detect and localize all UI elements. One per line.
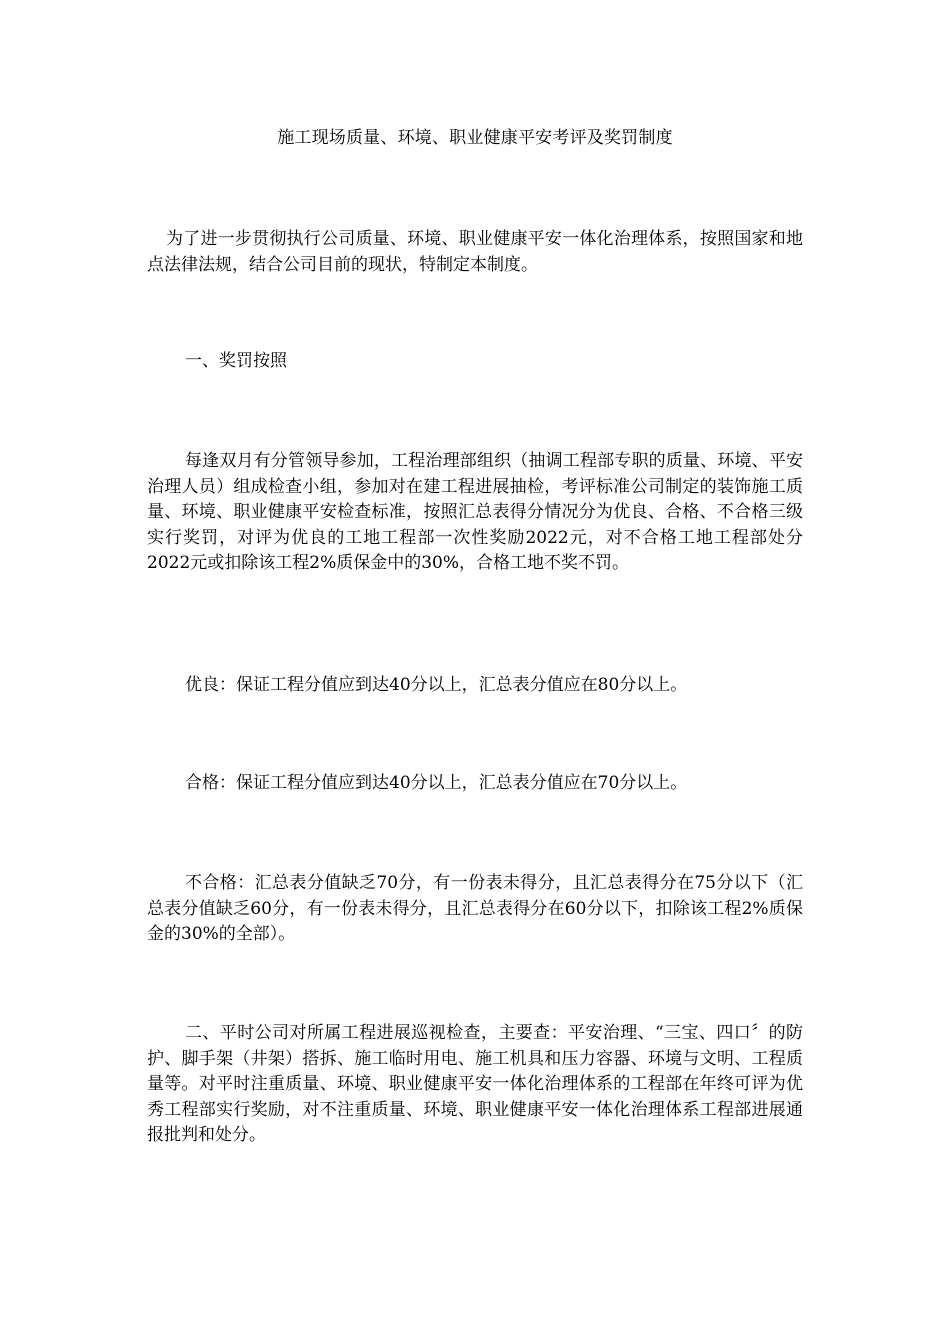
grade-fail-paragraph: 不合格：汇总表分值缺乏70分，有一份表未得分，且汇总表得分在75分以下（汇总表分值缺乏60分，有一份表未得分，且汇总表得分在60分以下，扣除该工程2%质保金的30%的全部）。 [147,873,803,944]
grade-excellent-paragraph: 优良：保证工程分值应到达40分以上，汇总表分值应在80分以上。 [185,675,688,695]
section2-body-paragraph: 二、平时公司对所属工程进展巡视检查，主要查：平安治理、“三宝、四口〞的防护、脚手架（井架）搭拆、施工临时用电、施工机具和压力容器、环境与文明、工程质量等。对平时注重质量、环境、职业健康平安一体化治理体系的工程部在年终可评为优秀工程部实行奖励，对不注重质量、环境、职业健康平安一体化治理体系工程部进展通报批判和处分。 [147,1023,803,1145]
section1-body-paragraph: 每逢双月有分管领导参加，工程治理部组织（抽调工程部专职的质量、环境、平安治理人员）组成检查小组，参加对在建工程进展抽检，考评标准公司制定的装饰施工质量、环境、职业健康平安检查标准，按照汇总表得分情况分为优良、合格、不合格三级实行奖罚，对评为优良的工地工程部一次性奖励2022元，对不合格工地工程部处分2022元或扣除该工程2%质保金中的30%，合格工地不奖不罚。 [147,451,803,573]
intro-paragraph: 为了进一步贯彻执行公司质量、环境、职业健康平安一体化治理体系，按照国家和地点法律法规，结合公司目前的现状，特制定本制度。 [147,229,803,275]
document-title: 施工现场质量、环境、职业健康平安考评及奖罚制度 [277,128,673,148]
section-heading-rewards-basis: 一、奖罚按照 [185,351,287,371]
grade-pass-paragraph: 合格：保证工程分值应到达40分以上，汇总表分值应在70分以上。 [185,773,688,793]
